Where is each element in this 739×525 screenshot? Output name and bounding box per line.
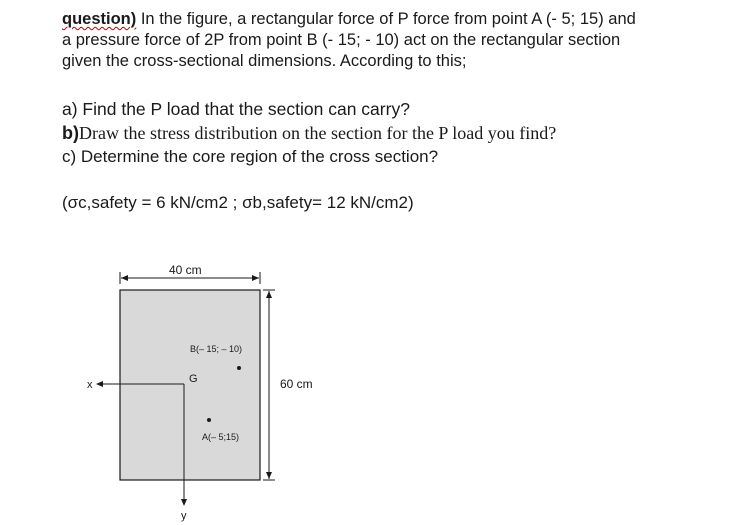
y-axis-arrow: [181, 499, 187, 506]
point-b-label: B(– 15; – 10): [190, 344, 243, 354]
height-dim-arrow-bottom: [266, 472, 272, 479]
height-label: 60 cm: [280, 377, 313, 391]
task-b-text: Draw the stress distribution on the section for the P load you find?: [79, 123, 557, 143]
point-a-label: A(– 5;15): [202, 432, 240, 442]
task-b-label: b): [62, 123, 79, 143]
centroid-label: G: [189, 373, 198, 385]
question-line-2: a pressure force of 2P from point B (- 15; - 10) act on the rectangular section: [62, 31, 621, 49]
x-axis-arrow: [96, 381, 103, 387]
question-line-1-text: In the figure, a rectangular force of P force from point A (- 5; 15) and: [140, 10, 636, 28]
width-dim-arrow-right: [252, 275, 259, 281]
y-axis-label: y: [181, 510, 187, 522]
question-line-3: given the cross-sectional dimensions. According to this;: [62, 52, 467, 70]
height-dim-arrow-top: [266, 291, 272, 298]
task-c: c) Determine the core region of the cross section?: [62, 147, 439, 166]
question-label: question): [62, 10, 137, 28]
point-b-marker: [237, 366, 241, 370]
rectangular-section: [120, 290, 260, 480]
width-dim-arrow-left: [121, 275, 128, 281]
width-label: 40 cm: [169, 263, 202, 277]
x-axis-label: x: [87, 379, 93, 391]
safety-stresses: (σc,safety = 6 kN/cm2 ; σb,safety= 12 kN/cm2): [62, 193, 414, 212]
task-a: a) Find the P load that the section can carry?: [62, 99, 410, 119]
point-a-marker: [207, 418, 211, 422]
